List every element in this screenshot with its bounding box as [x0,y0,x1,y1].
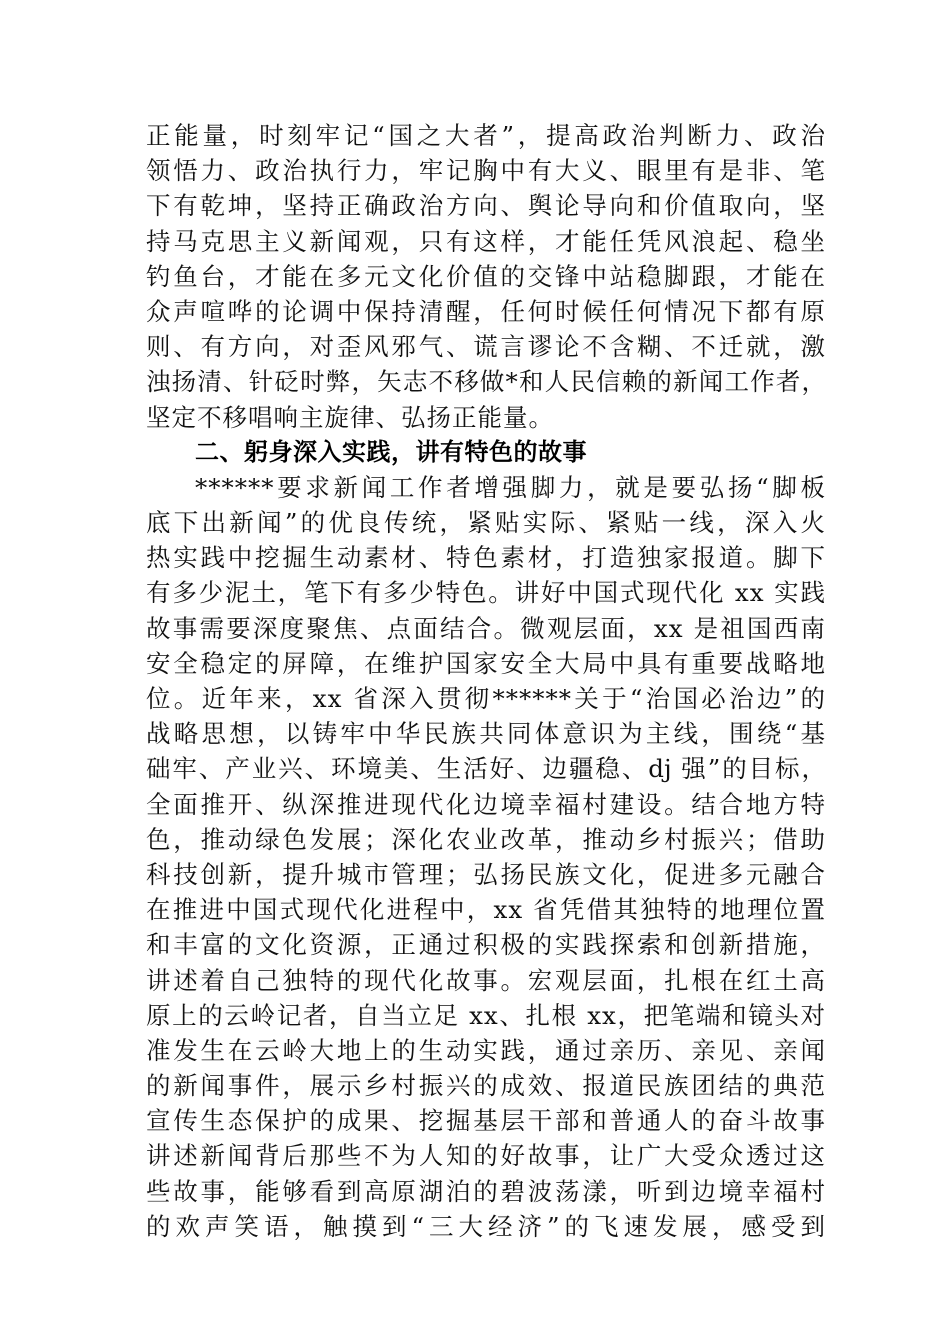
paragraph-line: 讲述着自己独特的现代化故事。宏观层面，扎根在红土高 [146,965,826,995]
paragraph-line: 钓鱼台，才能在多元文化价值的交锋中站稳脚跟，才能在 [146,261,826,291]
paragraph-line: 战略思想，以铸牢中华民族共同体意识为主线，围绕“基 [146,719,826,749]
paragraph-line: 色，推动绿色发展；深化农业改革，推动乡村振兴；借助 [146,824,826,854]
paragraph-line: 的新闻事件，展示乡村振兴的成效、报道民族团结的典范 [146,1071,826,1101]
paragraph-2 [146,470,826,1244]
paragraph-line: 领悟力、政治执行力，牢记胸中有大义、眼里有是非、笔 [146,156,826,186]
paragraph-line: 些故事，能够看到高原湖泊的碧波荡漾，听到边境幸福村 [146,1176,826,1206]
paragraph-line: 持马克思主义新闻观，只有这样，才能任凭风浪起、稳坐 [146,226,826,256]
paragraph-line: 正能量，时刻牢记“国之大者”，提高政治判断力、政治 [146,121,826,150]
paragraph-line: 的欢声笑语，触摸到“三大经济”的飞速发展，感受到 [146,1211,826,1241]
document-body [146,118,826,1244]
paragraph-line: 坚定不移唱响主旋律、弘扬正能量。 [146,402,554,432]
paragraph-line: 下有乾坤，坚持正确政治方向、舆论导向和价值取向，坚 [146,191,826,221]
paragraph-line: 在推进中国式现代化进程中，xx 省凭借其独特的地理位置 [146,895,826,925]
section-heading: 二、躬身深入实践，讲有特色的故事 [195,437,587,466]
paragraph-line: ******要求新闻工作者增强脚力，就是要弘扬“脚板 [195,472,826,502]
paragraph-line: 则、有方向，对歪风邪气、谎言谬论不含糊、不迁就，激 [146,332,826,362]
paragraph-line: 础牢、产业兴、环境美、生活好、边疆稳、dj 强”的目标， [146,754,826,784]
paragraph-line: 浊扬清、针砭时弊，矢志不移做*和人民信赖的新闻工作者， [146,367,826,397]
paragraph-line: 安全稳定的屏障，在维护国家安全大局中具有重要战略地 [146,648,826,678]
paragraph-line: 科技创新，提升城市管理；弘扬民族文化，促进多元融合 [146,859,826,889]
paragraph-line: 讲述新闻背后那些不为人知的好故事，让广大受众透过这 [146,1141,826,1171]
paragraph-line: 全面推开、纵深推进现代化边境幸福村建设。结合地方特 [146,789,826,819]
paragraph-line: 众声喧哗的论调中保持清醒，任何时候任何情况下都有原 [146,296,826,326]
paragraph-1 [146,118,826,435]
paragraph-line: 故事需要深度聚焦、点面结合。微观层面，xx 是祖国西南 [146,613,826,643]
paragraph-line: 有多少泥土，笔下有多少特色。讲好中国式现代化 xx 实践 [146,578,826,608]
paragraph-line: 准发生在云岭大地上的生动实践，通过亲历、亲见、亲闻 [146,1035,826,1065]
paragraph-line: 热实践中挖掘生动素材、特色素材，打造独家报道。脚下 [146,543,826,573]
paragraph-line: 宣传生态保护的成果、挖掘基层干部和普通人的奋斗故事 [146,1106,826,1136]
paragraph-line: 原上的云岭记者，自当立足 xx、扎根 xx，把笔端和镜头对 [146,1000,826,1030]
paragraph-line: 位。近年来，xx 省深入贯彻******关于“治国必治边”的 [146,684,826,713]
paragraph-line: 底下出新闻”的优良传统，紧贴实际、紧贴一线，深入火 [146,508,826,538]
paragraph-line: 和丰富的文化资源，正通过积极的实践探索和创新措施， [146,930,826,960]
